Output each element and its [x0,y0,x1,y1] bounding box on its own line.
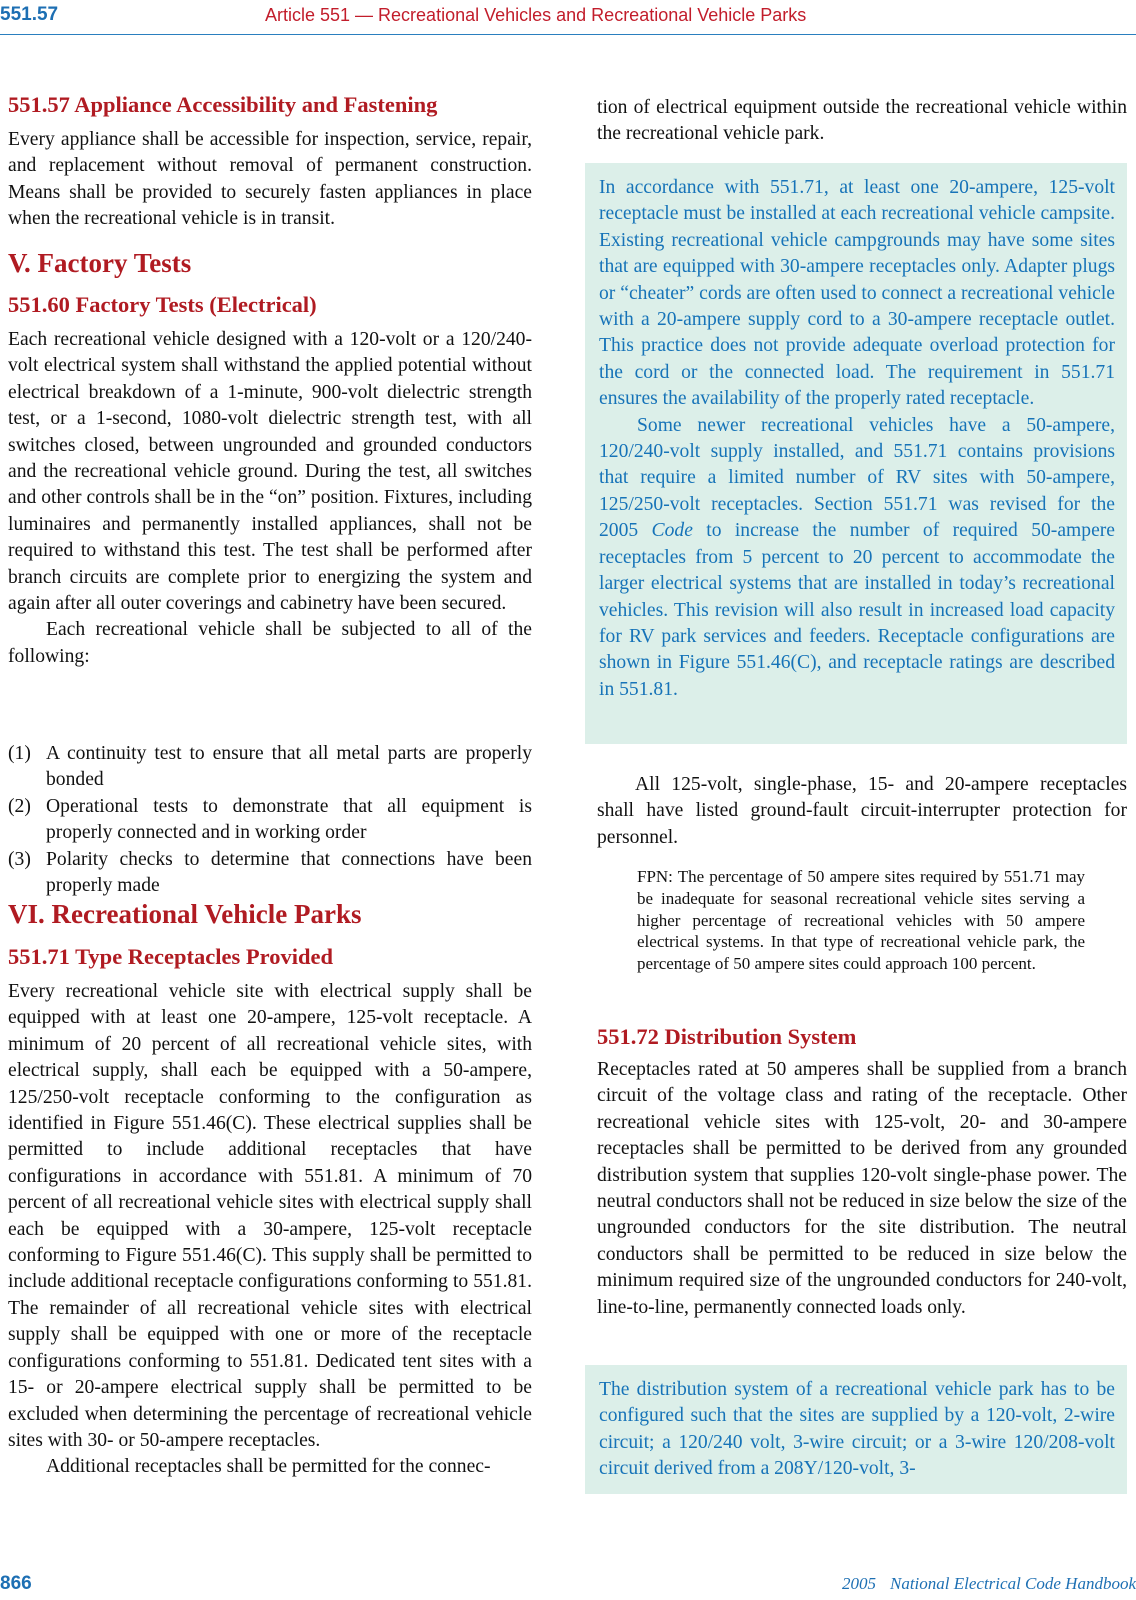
running-head-title: Article 551 — Recreational Vehicles and Recreational Vehicle Parks [265,5,807,25]
list-551-60 [8,741,532,899]
running-head-section: 551.57 [0,4,59,25]
list-item-text: A continuity test to ensure that all metal parts are properly bonded [46,743,532,791]
list-item-number: (1) [8,743,31,764]
list-item-number: (2) [8,795,31,817]
paragraph-551-71-additional: Additional receptacles shall be permitted for the connec- [46,1456,491,1478]
list-item-text: Operational tests to demonstrate that all equipment is properly connected and in working order [46,795,532,844]
list-item-text: Polarity checks to determine that connections have been properly made [46,848,532,897]
commentary-box-551-72 [585,1365,1127,1494]
list-item [8,847,532,900]
footer-title: National Electrical Code Handbook [890,1574,1136,1593]
fpn-text: FPN: The percentage of 50 ampere sites required by 551.71 may be inadequate for seasonal recreational vehicle sites serving a higher percentage of recreational vehicles with 50 ampere electrical systems. In that type of recreational vehicle park, the percentage of 50 ampere sites could approach 100 percent. [637,867,1085,974]
paragraph-continued: tion of electrical equipment outside the recreational vehicle within the recreational vehicle park. [597,97,1127,145]
page-number: 866 [0,1573,32,1594]
running-head [0,0,1136,35]
paragraph-551-71: Every recreational vehicle site with electrical supply shall be equipped with at least one 20-ampere, 125-volt receptacle. A minimum of 20 percent of all recreational vehicle sites, with electrical supply, shall each be equipped with a 50-ampere, 125/250-volt receptacle conforming to the configuration as identified in Figure 551.46(C). These electrical supplies shall be permitted to include additional receptacles that have configurations in accordance with 551.81. A minimum of 70 percent of all recreational vehicle sites with electrical supply shall each be equipped with a 30-ampere, 125-volt receptacle conforming to Figure 551.46(C). This supply shall be permitted to include additional receptacle configurations conforming to 551.81. The remainder of all recreational vehicle sites with electrical supply shall be equipped with one or more of the receptacle configurations conforming to 551.81. Dedicated tent sites with a 15- or 20-ampere electrical supply shall be permitted to be excluded when determining the percentage of recreational vehicle sites with 30- or 50-ampere receptacles. [8,981,532,1451]
footer-year: 2005 [842,1574,876,1593]
list-item-number: (3) [8,848,31,870]
paragraph-551-60-intro: Each recreational vehicle shall be subjected to all of the following: [8,619,532,667]
list-item [8,741,532,794]
heading-551-71: 551.71 Type Receptacles Provided [8,944,333,969]
part-heading-rv-parks: VI. Recreational Vehicle Parks [8,899,362,929]
footer-book-title [842,1574,1136,1594]
list-item [8,794,532,847]
commentary-box-551-71 [585,163,1127,744]
heading-551-57: 551.57 Appliance Accessibility and Fastening [8,92,438,117]
commentary-551-72: The distribution system of a recreational vehicle park has to be configured such that the sites are supplied by a 120-volt, 2-wire circuit; a 120/240 volt, 3-wire circuit; or a 3-wire 120/208-volt circuit derived from a 208Y/120-volt, 3- [599,1379,1115,1480]
paragraph-551-57: Every appliance shall be accessible for inspection, service, repair, and replacement without removal of permanent construction. Means shall be provided to securely fasten appliances in place when the recreational vehicle is in transit. [8,129,532,230]
paragraph-551-60: Each recreational vehicle designed with a 120-volt or a 120/240-volt electrical system shall withstand the applied potential without electrical breakdown of a 1-minute, 900-volt dielectric strength test, or a 1-second, 1080-volt dielectric strength test, with all switches closed, between ungrounded and grounded conductors and the recreational vehicle ground. During the test, all switches and other controls shall be in the “on” position. Fixtures, including luminaires and permanently installed appliances, shall not be required to withstand this test. The test shall be performed after branch circuits are complete prior to energizing the system and again after all outer coverings and cabinetry have been secured. [8,329,532,615]
paragraph-551-72: Receptacles rated at 50 amperes shall be supplied from a branch circuit of the voltage class and rating of the receptacle. Other recreational vehicle sites with 125-volt, 20- and 30-ampere receptacles shall be permitted to be derived from any grounded distribution system that supplies 120-volt single-phase power. The neutral conductors shall not be reduced in size below the size of the ungrounded conductors for the site distribution. The neutral conductors shall be permitted to be reduced in size below the minimum required size of the ungrounded conductors for 240-volt, line-to-line, permanently connected loads only. [597,1059,1127,1318]
heading-551-60: 551.60 Factory Tests (Electrical) [8,292,317,317]
heading-551-72: 551.72 Distribution System [597,1024,857,1049]
part-heading-factory-tests: V. Factory Tests [8,248,192,278]
commentary-551-71-p1: In accordance with 551.71, at least one 20-ampere, 125-volt receptacle must be installed at each recreational vehicle campsite. Existing recreational vehicle campgrounds may have some sites that are equipped with 30-ampere receptacles only. Adapter plugs or “cheater” cords are often used to connect a recreational vehicle with a 20-ampere supply cord to a 30-ampere receptacle outlet. This practice does not provide adequate overload protection for the cord or the connected load. The requirement in 551.71 ensures the availability of the properly rated receptacle. [599,177,1115,410]
paragraph-gfci: All 125-volt, single-phase, 15- and 20-ampere receptacles shall have listed ground-fault circuit-interrupter protection for personnel. [597,774,1127,848]
code-italic: Code [651,520,693,542]
fine-print-note [637,866,1085,975]
commentary-551-71-p2: Some newer recreational vehicles have a 50-ampere, 120/240-volt supply installed, and 551.71 contains provisions that require a limited number of RV sites with 50-ampere, 125/250-volt receptacles. Section 551.71 was revised for the 2005 Code to increase the number of required 50-ampere receptacles from 5 percent to 20 percent to accommodate the larger electrical systems that are installed in today’s recreational vehicles. This revision will also result in increased load capacity for RV park services and feeders. Receptacle configurations are shown in Figure 551.46(C), and receptacle ratings are described in 551.81. [599,414,1115,700]
